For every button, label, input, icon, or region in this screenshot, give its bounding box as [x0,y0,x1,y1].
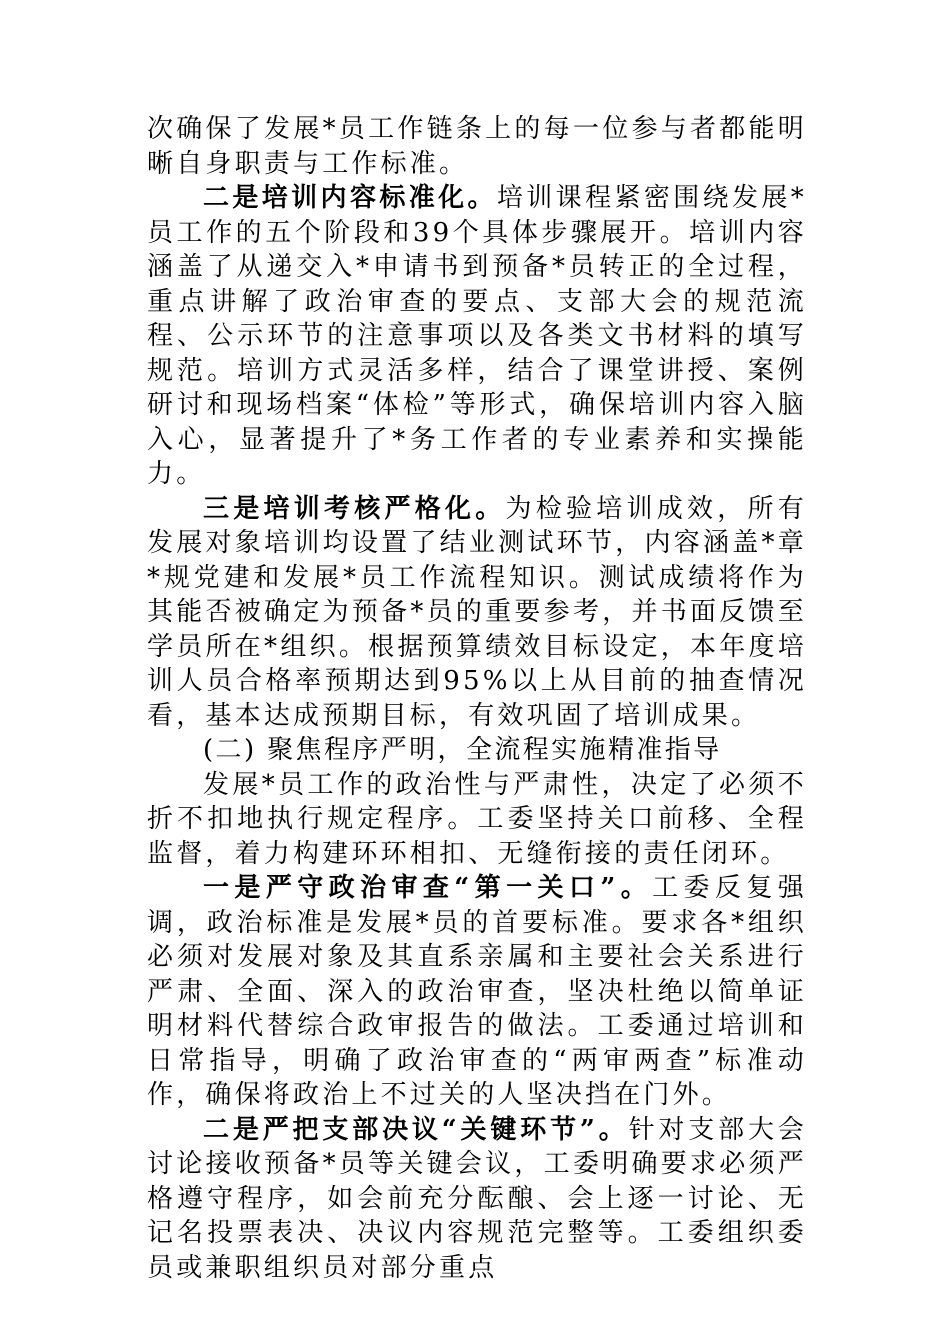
paragraph-lead: 二是培训内容标准化。 [203,183,497,213]
paragraph-branch-resolution [147,1113,807,1286]
paragraph-lead: 一是严守政治审查“第一关口”。 [203,873,653,903]
paragraph-text: 次确保了发展*员工作链条上的每一位参与者都能明晰自身职责与工作标准。 [147,114,807,179]
paragraph-lead: 三是培训考核严格化。 [203,493,506,524]
section-heading-text: (二) 聚焦程序严明，全流程实施精准指导 [203,735,722,765]
paragraph-text: 针对支部大会讨论接收预备*员等关键会议，工委明确要求必须严格遵守程序，如会前充分酝酿、会上逐一讨论、无记名投票表决、决议内容规范完整等。工委组织委员或兼职组织员对部分重点 [147,1114,807,1283]
paragraph-political-review [147,871,807,1113]
paragraph-text: 培训课程紧密围绕发展*员工作的五个阶段和39个具体步骤展开。培训内容涵盖了从递交入*申请书到预备*员转正的全过程，重点讲解了政治审查的要点、支部大会的规范流程、公示环节的注意事项以及各类文书材料的填写规范。培训方式灵活多样，结合了课堂讲授、案例研讨和现场档案“体检”等形式，确保培训内容入脑入心，显著提升了*务工作者的专业素养和实操能力。 [147,183,807,489]
paragraph-text: 工委反复强调，政治标准是发展*员的首要标准。要求各*组织必须对发展对象及其直系亲属和主要社会关系进行严肃、全面、深入的政治审查，坚决杜绝以简单证明材料代替综合政审报告的做法。工委通过培训和日常指导，明确了政治审查的“两审两查”标准动作，确保将政治上不过关的人坚决挡在门外。 [147,873,807,1110]
paragraph-text: 发展*员工作的政治性与严肃性，决定了必须不折不扣地执行规定程序。工委坚持关口前移、全程监督，着力构建环环相扣、无缝衔接的责任闭环。 [147,769,807,869]
paragraph-lead: 二是严把支部决议“关键环节”。 [203,1114,629,1145]
paragraph-text: 为检验培训成效，所有发展对象培训均设置了结业测试环节，内容涵盖*章*规党建和发展*员工作流程知识。测试成绩将作为其能否被确定为预备*员的重要参考，并书面反馈至学员所在*组织。根据预算绩效目标设定，本年度培训人员合格率预期达到95%以上从目前的抽查情况看，基本达成预期目标，有效巩固了培训成果。 [147,493,807,731]
paragraph-training-content [147,181,807,492]
paragraph-section-intro [147,768,807,872]
paragraph-training-assessment [147,492,807,734]
paragraph-continuation [147,112,807,181]
section-heading [147,733,807,768]
document-body [147,112,807,1285]
